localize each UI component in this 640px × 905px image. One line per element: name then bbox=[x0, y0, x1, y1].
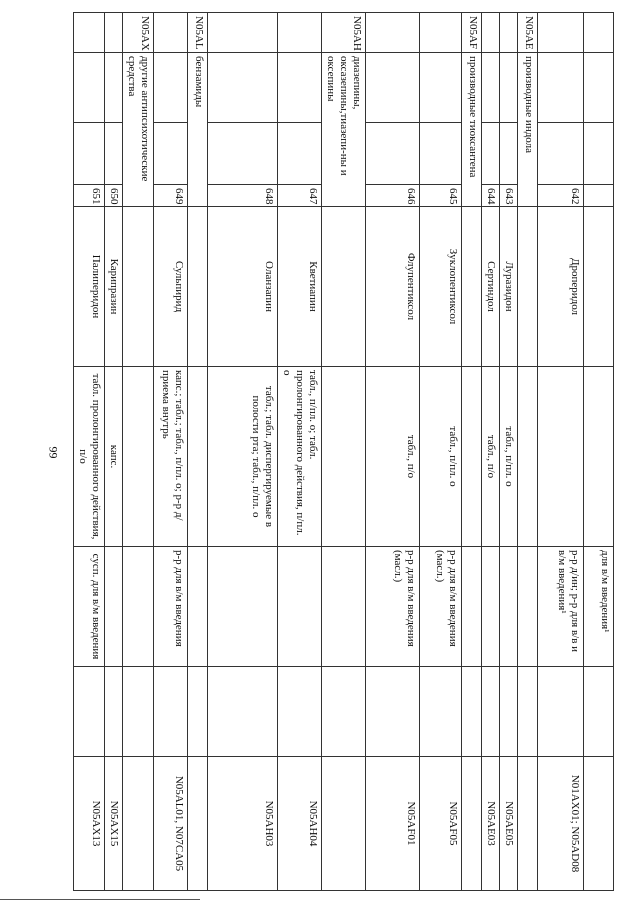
drug-name: Зуклопентиксол bbox=[420, 207, 462, 367]
group-name: производные тиоксантена bbox=[462, 53, 482, 207]
dosage-form-2: р-р для в/м введения (масл.) bbox=[420, 547, 462, 667]
form-cell: для в/м введения¹ bbox=[584, 547, 614, 667]
dosage-form: табл., п/о bbox=[482, 367, 500, 547]
group-row bbox=[462, 13, 482, 891]
group-name: производные индола bbox=[518, 53, 538, 207]
row-number: 651 bbox=[74, 185, 105, 207]
atc-code: N05AL01, N07CA05 bbox=[154, 757, 188, 891]
drug-name: Флупентиксол bbox=[366, 207, 420, 367]
dosage-form: табл., п/пл. о bbox=[500, 367, 518, 547]
dosage-form bbox=[538, 367, 584, 547]
table-row bbox=[482, 13, 500, 891]
dosage-form: табл., п/пл. о; табл. пролонгированного действия, п/пл. о bbox=[278, 367, 322, 547]
dosage-form: табл. пролонгированного действия, п/о bbox=[74, 367, 105, 547]
row-number: 649 bbox=[154, 185, 188, 207]
dosage-form-2: р-р для в/м введения bbox=[154, 547, 188, 667]
drug-table bbox=[73, 12, 614, 891]
drug-name: Оланзапин bbox=[208, 207, 278, 367]
table-row bbox=[538, 13, 584, 891]
group-code: N05AH bbox=[322, 13, 366, 53]
table-row bbox=[584, 13, 614, 891]
group-code: N05AX bbox=[123, 13, 154, 53]
atc-code: N05AE03 bbox=[482, 757, 500, 891]
page-number: 99 bbox=[46, 446, 61, 459]
atc-code: N05AF05 bbox=[420, 757, 462, 891]
dosage-form: табл.; табл. диспергируемые в полости рта; табл., п/пл. о bbox=[208, 367, 278, 547]
row-number: 644 bbox=[482, 185, 500, 207]
drug-name: Сульпирид bbox=[154, 207, 188, 367]
group-row bbox=[518, 13, 538, 891]
atc-code: N01AX01; N05AD08 bbox=[538, 757, 584, 891]
dosage-form: капс. bbox=[105, 367, 123, 547]
table-row bbox=[105, 13, 123, 891]
group-row bbox=[322, 13, 366, 891]
row-number: 642 bbox=[538, 185, 584, 207]
group-code: N05AL bbox=[188, 13, 208, 53]
dosage-form: табл., п/о bbox=[366, 367, 420, 547]
drug-name: Дроперидол bbox=[538, 207, 584, 367]
row-number: 645 bbox=[420, 185, 462, 207]
atc-code: N05AH03 bbox=[208, 757, 278, 891]
dosage-form: табл., п/пл. о bbox=[420, 367, 462, 547]
group-row bbox=[123, 13, 154, 891]
drug-name: Карипразин bbox=[105, 207, 123, 367]
group-row bbox=[188, 13, 208, 891]
row-number: 643 bbox=[500, 185, 518, 207]
dosage-form-2: сусп. для в/м введения bbox=[74, 547, 105, 667]
table-row bbox=[278, 13, 322, 891]
footnote-divider bbox=[0, 899, 200, 900]
row-number: 650 bbox=[105, 185, 123, 207]
group-name: бензамиды bbox=[188, 53, 208, 207]
atc-code: N05AX13 bbox=[74, 757, 105, 891]
row-number: 646 bbox=[366, 185, 420, 207]
group-code: N05AE bbox=[518, 13, 538, 53]
group-name: диазепины, оксазепины,тиазепи-ны и оксепины bbox=[322, 53, 366, 207]
group-name: другие антипсихотические средства bbox=[123, 53, 154, 207]
drug-table-rotated bbox=[77, 12, 614, 890]
dosage-form: капс.; табл.; табл., п/пл. о; р-р д/приема внутрь bbox=[154, 367, 188, 547]
drug-name: Палиперидон bbox=[74, 207, 105, 367]
table-row bbox=[208, 13, 278, 891]
atc-code: N05AF01 bbox=[366, 757, 420, 891]
dosage-form-2: р-р для в/м введения (масл.) bbox=[366, 547, 420, 667]
table-row bbox=[500, 13, 518, 891]
row-number: 648 bbox=[208, 185, 278, 207]
row-number: 647 bbox=[278, 185, 322, 207]
drug-name: Луразидон bbox=[500, 207, 518, 367]
drug-name: Сертиндол bbox=[482, 207, 500, 367]
atc-code: N05AX15 bbox=[105, 757, 123, 891]
table-row bbox=[420, 13, 462, 891]
drug-name: Кветиапин bbox=[278, 207, 322, 367]
table-row bbox=[366, 13, 420, 891]
atc-code: N05AE05 bbox=[500, 757, 518, 891]
atc-code: N05AH04 bbox=[278, 757, 322, 891]
dosage-form-2: р-р д/ин; р-р для в/в и в/м введения¹ bbox=[538, 547, 584, 667]
group-code: N05AF bbox=[462, 13, 482, 53]
table-row bbox=[74, 13, 105, 891]
table-row bbox=[154, 13, 188, 891]
